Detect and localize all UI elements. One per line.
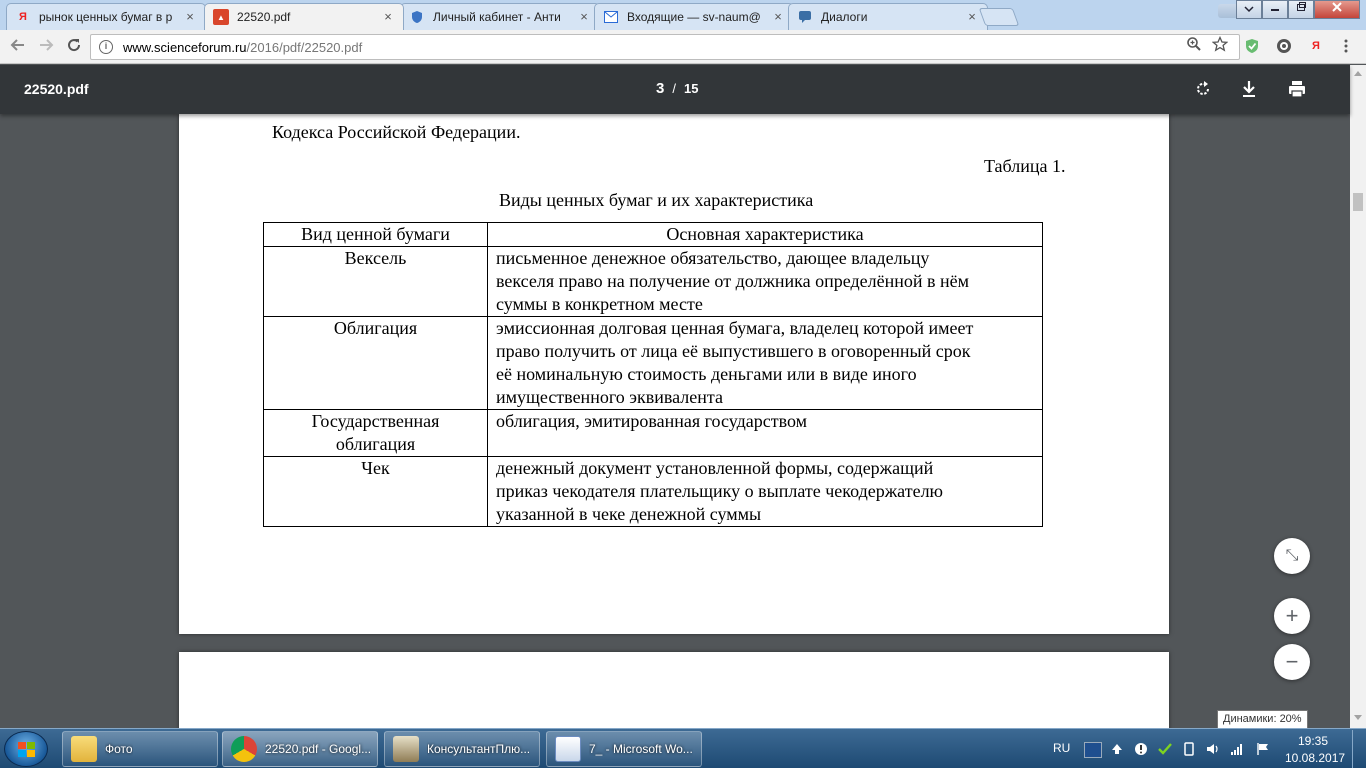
description-line: имущественного эквивалента bbox=[496, 387, 723, 407]
mail-icon bbox=[603, 9, 619, 25]
table-row bbox=[264, 317, 1043, 410]
description-line: письменное денежное обязательство, дающее владельцу bbox=[496, 248, 930, 268]
table-title: Виды ценных бумаг и их характеристика bbox=[499, 190, 814, 210]
pdf-toolbar bbox=[0, 65, 1350, 114]
volume-tooltip: Динамики: 20% bbox=[1217, 710, 1308, 729]
task-label: Фото bbox=[105, 742, 133, 756]
download-button[interactable] bbox=[1238, 78, 1260, 100]
description-line: право получить от лица её выпустившего в оговоренный срок bbox=[496, 341, 971, 361]
table-row bbox=[264, 247, 1043, 317]
tab-dialogs[interactable] bbox=[788, 3, 988, 30]
yandex-icon: Я bbox=[19, 11, 27, 23]
clock-time[interactable]: 19:35 bbox=[1298, 734, 1329, 748]
task-label: КонсультантПлю... bbox=[427, 742, 531, 756]
restore-button[interactable] bbox=[1288, 0, 1314, 19]
yandex-extension-icon[interactable]: Я bbox=[1312, 40, 1320, 52]
print-button[interactable] bbox=[1286, 78, 1308, 100]
zoom-icon[interactable] bbox=[1186, 36, 1202, 55]
chevron-down-icon bbox=[1242, 3, 1256, 15]
start-button[interactable] bbox=[4, 731, 48, 767]
upload-arrow-icon[interactable] bbox=[1110, 742, 1124, 756]
browser-toolbar bbox=[0, 30, 1366, 64]
vertical-scrollbar[interactable] bbox=[1350, 65, 1366, 728]
address-bar[interactable] bbox=[90, 34, 1240, 60]
forward-button[interactable] bbox=[36, 37, 56, 57]
restore-icon bbox=[1295, 1, 1307, 13]
page-separator: / bbox=[672, 81, 676, 96]
tab-yandex-search[interactable] bbox=[6, 3, 206, 30]
browser-tab-strip bbox=[0, 0, 1366, 30]
adguard-shield-icon[interactable] bbox=[1244, 38, 1260, 54]
window-menu-button[interactable] bbox=[1236, 0, 1262, 19]
flag-icon[interactable] bbox=[1256, 742, 1270, 756]
table-number: Таблица 1. bbox=[984, 156, 1066, 176]
security-alert-icon[interactable] bbox=[1134, 742, 1148, 756]
show-desktop-button[interactable] bbox=[1352, 730, 1366, 768]
reload-icon bbox=[66, 37, 82, 53]
close-icon[interactable]: × bbox=[186, 9, 194, 24]
security-description bbox=[488, 457, 1043, 527]
zoom-in-button[interactable] bbox=[1274, 598, 1310, 634]
pdf-file-name: 22520.pdf bbox=[24, 81, 89, 97]
taskbar-item-photos[interactable] bbox=[62, 731, 218, 767]
windows-logo-icon bbox=[18, 742, 36, 758]
arrow-left-icon bbox=[10, 37, 26, 53]
eye-extension-icon[interactable] bbox=[1276, 38, 1292, 54]
type-line: Государственная bbox=[311, 411, 440, 431]
task-label: 7_ - Microsoft Wo... bbox=[589, 742, 693, 756]
folder-icon bbox=[71, 736, 97, 762]
fit-to-page-button[interactable] bbox=[1274, 538, 1310, 574]
keyboard-layout-icon[interactable] bbox=[1084, 742, 1102, 758]
tab-title: Входящие — sv-naum@ bbox=[627, 10, 761, 24]
menu-icon[interactable] bbox=[1338, 38, 1354, 54]
pdf-page bbox=[179, 114, 1169, 634]
close-icon[interactable]: × bbox=[774, 9, 782, 24]
close-icon[interactable]: × bbox=[968, 9, 976, 24]
tab-title: 22520.pdf bbox=[237, 10, 291, 24]
back-button[interactable] bbox=[8, 37, 28, 57]
chat-icon bbox=[797, 9, 813, 25]
description-line: указанной в чеке денежной суммы bbox=[496, 504, 762, 524]
new-tab-button[interactable] bbox=[979, 8, 1020, 26]
rotate-button[interactable] bbox=[1192, 78, 1214, 100]
securities-table bbox=[263, 222, 1043, 527]
security-type bbox=[264, 410, 488, 457]
clock-date[interactable]: 10.08.2017 bbox=[1285, 751, 1346, 765]
checkmark-icon[interactable] bbox=[1158, 742, 1172, 756]
table-header-row bbox=[264, 223, 1043, 247]
minimize-button[interactable] bbox=[1262, 0, 1288, 19]
scroll-down-icon[interactable] bbox=[1354, 715, 1362, 720]
pdf-file-icon: ▲ bbox=[213, 9, 229, 25]
minimize-icon bbox=[1269, 1, 1281, 13]
fit-icon: ⤡ bbox=[1285, 547, 1299, 564]
word-icon bbox=[555, 736, 581, 762]
info-icon[interactable]: i bbox=[99, 40, 113, 54]
tab-pdf[interactable] bbox=[204, 3, 404, 30]
security-description bbox=[488, 247, 1043, 317]
consultant-icon bbox=[393, 736, 419, 762]
table-row bbox=[264, 410, 1043, 457]
description-line: её номинальную стоимость деньгами или в виде иного bbox=[496, 364, 917, 384]
close-window-button[interactable] bbox=[1314, 0, 1360, 19]
bookmark-star-icon[interactable] bbox=[1212, 36, 1228, 55]
plus-icon: + bbox=[1285, 603, 1299, 628]
description-line: денежный документ установленной формы, содержащий bbox=[496, 458, 934, 478]
tab-mail-inbox[interactable] bbox=[594, 3, 794, 30]
reload-button[interactable] bbox=[64, 37, 84, 57]
scroll-up-icon[interactable] bbox=[1354, 71, 1362, 76]
table-row bbox=[264, 457, 1043, 527]
current-page-input[interactable]: 3 bbox=[656, 80, 665, 97]
security-description bbox=[488, 410, 1043, 457]
network-signal-icon[interactable] bbox=[1230, 742, 1244, 756]
description-line: векселя право на получение от должника определённой в нём bbox=[496, 271, 970, 291]
tab-title: Диалоги bbox=[821, 10, 868, 24]
security-description bbox=[488, 317, 1043, 410]
security-type: Вексель bbox=[264, 247, 488, 317]
taskbar-item-chrome[interactable] bbox=[222, 731, 378, 767]
tab-antiplagiat[interactable] bbox=[400, 3, 600, 30]
type-line: облигация bbox=[335, 434, 416, 454]
shield-icon bbox=[409, 9, 425, 25]
scrollbar-thumb[interactable] bbox=[1353, 193, 1363, 211]
minus-icon: − bbox=[1285, 649, 1299, 674]
security-type: Облигация bbox=[264, 317, 488, 410]
column-header: Основная характеристика bbox=[488, 223, 1043, 247]
description-line: эмиссионная долговая ценная бумага, владелец которой имеет bbox=[496, 318, 974, 338]
rotate-icon bbox=[1192, 78, 1214, 100]
arrow-right-icon bbox=[38, 37, 54, 53]
tab-title: Личный кабинет - Анти bbox=[433, 10, 561, 24]
close-icon[interactable]: × bbox=[384, 9, 392, 24]
total-pages: 15 bbox=[683, 81, 699, 96]
task-label: 22520.pdf - Googl... bbox=[265, 742, 372, 756]
column-header: Вид ценной бумаги bbox=[264, 223, 488, 247]
intro-line: Кодекса Российской Федерации. bbox=[272, 122, 521, 142]
url-path: /2016/pdf/22520.pdf bbox=[246, 39, 363, 55]
taskbar-item-word[interactable] bbox=[546, 731, 702, 767]
url-host: www.scienceforum.ru bbox=[123, 39, 247, 55]
print-icon bbox=[1286, 78, 1308, 100]
speaker-icon[interactable] bbox=[1206, 742, 1220, 756]
close-icon[interactable]: × bbox=[580, 9, 588, 24]
download-icon bbox=[1238, 78, 1260, 100]
description-line: суммы в конкретном месте bbox=[496, 294, 703, 314]
page-indicator bbox=[656, 80, 698, 97]
chrome-icon bbox=[231, 736, 257, 762]
close-icon bbox=[1331, 1, 1343, 13]
language-indicator[interactable]: RU bbox=[1053, 741, 1071, 755]
zoom-out-button[interactable] bbox=[1274, 644, 1310, 680]
description-line: облигация, эмитированная государством bbox=[496, 411, 808, 431]
description-line: приказ чекодателя плательщику о выплате чекодержателю bbox=[496, 481, 943, 501]
device-icon[interactable] bbox=[1182, 742, 1196, 756]
taskbar-item-consultant[interactable] bbox=[384, 731, 540, 767]
security-type: Чек bbox=[264, 457, 488, 527]
tab-title: рынок ценных бумаг в р bbox=[39, 10, 173, 24]
